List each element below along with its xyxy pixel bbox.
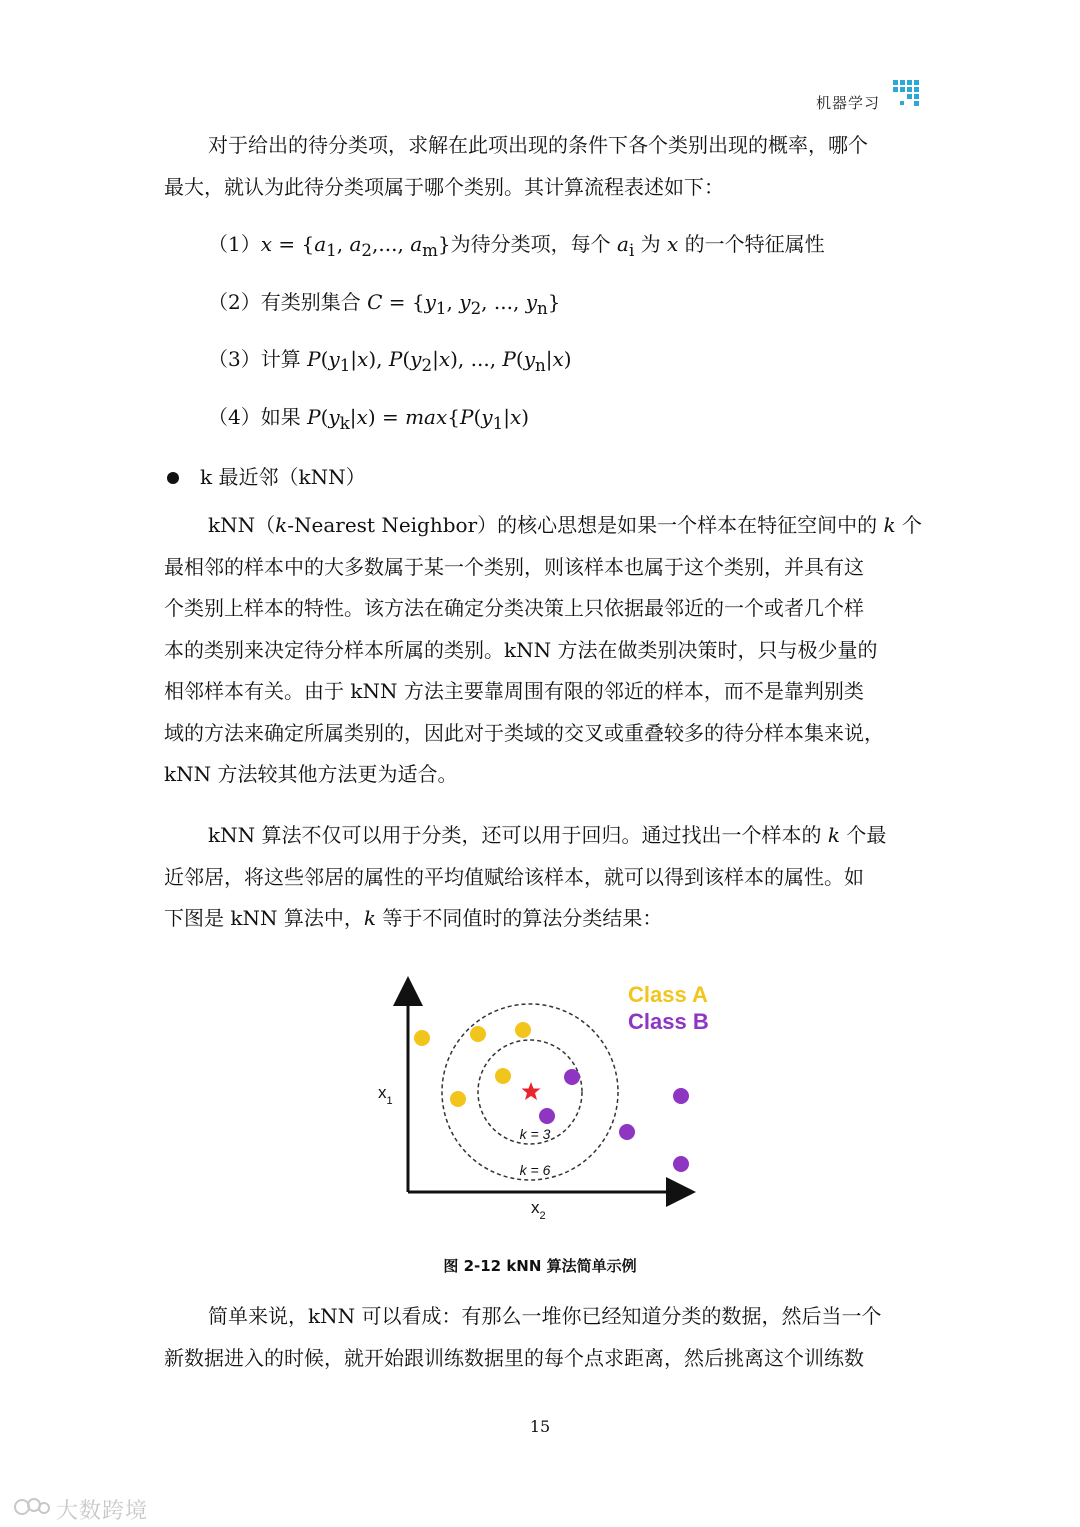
- watermark-text: 大数跨境: [56, 1499, 149, 1524]
- k6-label: k = 6: [519, 1162, 551, 1178]
- section-title: k 最近邻（kNN）: [200, 465, 366, 489]
- step-4: （4）如果 $P(y_k|x) = \max\{P(y_1|x)$: [208, 405, 530, 433]
- figure-caption: 图 2-12 kNN 算法简单示例: [443, 1257, 637, 1275]
- class-a-point: [450, 1091, 466, 1107]
- k3-label: k = 3: [519, 1126, 551, 1142]
- bullet-icon: [167, 472, 179, 484]
- intro-paragraph: 对于给出的待分类项，求解在此项出现的条件下各个类别出现的概率，哪个 最大，就认为此待分类项属于哪个类别。其计算流程表述如下：: [164, 133, 868, 199]
- knn-figure: [360, 970, 720, 1230]
- page-number: 15: [529, 1417, 551, 1436]
- class-b-point: [619, 1124, 635, 1140]
- closing-paragraph: 简单来说，kNN 可以看成：有那么一堆你已经知道分类的数据，然后当一个 新数据进入的时候，就开始跟训练数据里的每个点求距离，然后挑离这个训练数: [164, 1304, 882, 1370]
- class-b-point: [564, 1069, 580, 1085]
- header-title: 机器学习: [816, 94, 881, 112]
- step-2: （2）有类别集合 $C = \{y_1$, $y_2$, ..., $y_n$}: [208, 290, 561, 318]
- class-a-points: [414, 1022, 531, 1107]
- step-1: $(1)x = \{a_1$, $a_2$,..., $a_m$}为待分类项，每个 $a_i$ 为 x 的一个特征属性: [208, 232, 825, 260]
- class-a-point: [470, 1026, 486, 1042]
- y-axis-label: $x_1$: [378, 1083, 393, 1107]
- regression-paragraph: kNN 算法不仅可以用于分类，还可以用于回归。通过找出一个样本的 k 个最 近邻居，将这些邻居的属性的平均值赋给该样本，就可以得到该样本的属性。如 下图是 kNN 算法中，k 等于不同值时的算法分类结果：: [164, 823, 887, 930]
- watermark-logo-icon: [12, 1492, 52, 1522]
- class-a-point: [515, 1022, 531, 1038]
- legend-class-a: Class A: [628, 982, 708, 1007]
- class-b-point: [539, 1108, 555, 1124]
- legend-class-b: Class B: [628, 1009, 709, 1034]
- red-star-icon: [522, 1082, 541, 1100]
- x-axis-label: $x_2$: [531, 1198, 546, 1222]
- knn-paragraph: kNN（k-Nearest Neighbor）的核心思想是如果一个样本在特征空间中的 k 个 最相邻的样本中的大多数属于某一个类别，则该样本也属于这个类别，并具有这 个类别上样本的特性。该方法在确定分类决策上只依据最邻近的一个或者几个样 本的类别来决定待分样本所属的类别。kNN 方法在做类别决策时，只与极少量的 相邻样本有关。由于 kNN 方法主要靠周围有限的邻近的样本，而不是靠判别类 域的方法来确定所属类别的，因此对于类域的交叉或重叠较多的待分样本集来说， kNN 方法较其他方法更为适合。: [164, 513, 922, 786]
- class-b-point: [673, 1156, 689, 1172]
- class-a-point: [495, 1068, 511, 1084]
- class-a-point: [414, 1030, 430, 1046]
- blue-pixel-logo-icon: [893, 80, 919, 108]
- class-b-point: [673, 1088, 689, 1104]
- step-3: （3）计算 $P(y_1|x)$, $P(y_2|x)$, ..., $P(y_n|x)$: [208, 347, 572, 375]
